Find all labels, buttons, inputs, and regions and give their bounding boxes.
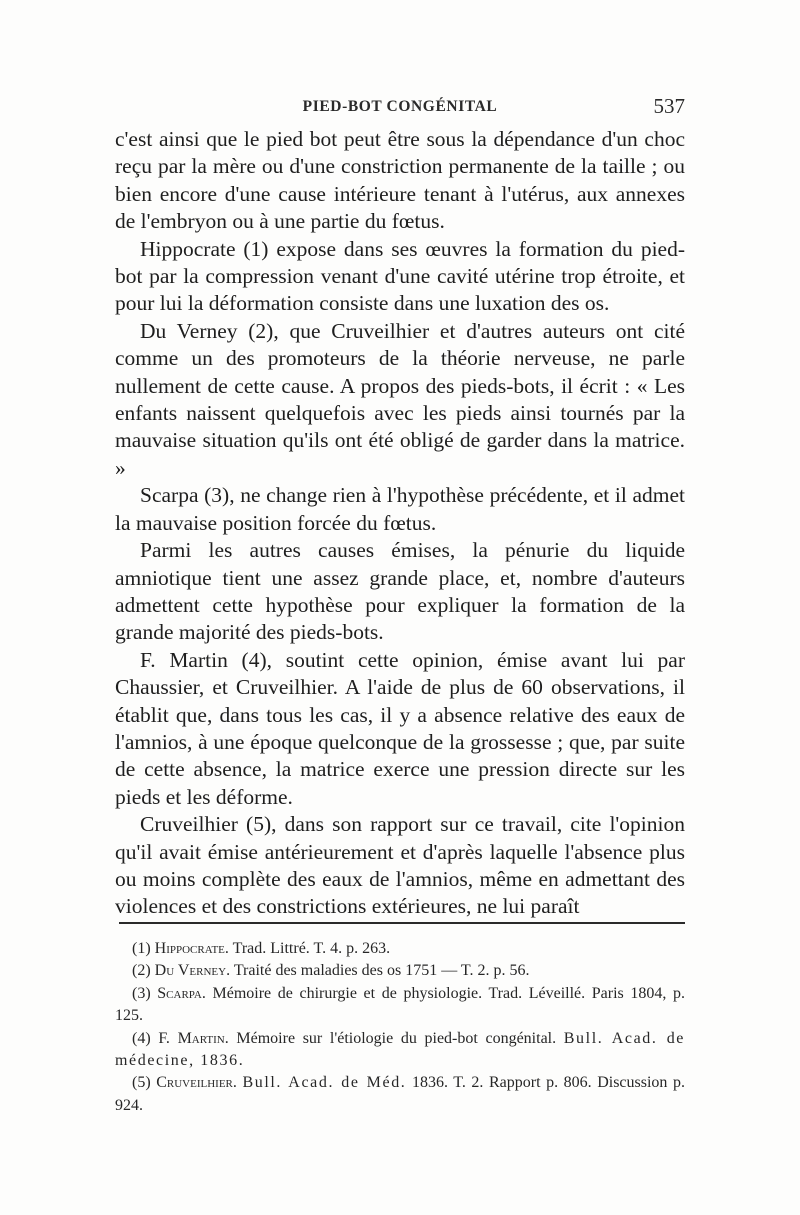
- footnote-journal: Bull. Acad. de Méd.: [242, 1074, 407, 1092]
- paragraph-1: c'est ainsi que le pied bot peut être sous la dépendance d'un choc reçu par la mère ou d'une constriction permanente de la taille ; ou bien encore d'une cause intérieure tenant à l'utérus, aux annexes de l'embryon ou à une partie du fœtus.: [115, 127, 685, 234]
- footnote-3: [115, 983, 685, 1028]
- paragraph-7: Cruveilhier (5), dans son rapport sur ce travail, cite l'opinion qu'il avait émise antérieurement et d'après laquelle l'absence plus ou moins complète des eaux de l'amnios, même en admettant des violences et des constrictions extérieures, ne lui paraît: [115, 812, 685, 919]
- footnote-text: Mémoire de chirurgie et de physiologie. Trad. Léveillé. Paris 1804, p. 125.: [115, 984, 685, 1025]
- paragraph-4: Scarpa (3), ne change rien à l'hypothèse précédente, et il admet la mauvaise position forcée du fœtus.: [115, 483, 685, 535]
- footnote-author: Du Verney.: [154, 962, 231, 980]
- paragraph-3: Du Verney (2), que Cruveilhier et d'autres auteurs ont cité comme un des promoteurs de la théorie nerveuse, ne parle nullement de cette cause. A propos des pieds-bots, il écrit : « Les enfants naissent quelquefois avec les pieds ainsi tournés par la mauvaise situation qu'ils ont été obligé de garder dans la matrice. »: [115, 318, 685, 480]
- paragraph-6: F. Martin (4), soutint cette opinion, émise avant lui par Chaussier, et Cruveilhier. A l'aide de plus de 60 observations, il établit que, dans tous les cas, il y a absence relative des eaux de l'amnios, à une époque quelconque de la grossesse ; que, par suite de cette absence, la matrice exerce une pression directe sur les pieds et les déforme.: [115, 647, 685, 809]
- footnote-4: [115, 1028, 685, 1073]
- footnote-text: Trad. Littré. T. 4. p. 263.: [232, 940, 391, 957]
- footnote-author: Hippocrate.: [154, 940, 229, 957]
- paragraph-2: Hippocrate (1) expose dans ses œuvres la formation du pied-bot par la compression venant d'une cavité utérine trop étroite, et pour lui la déformation consiste dans une luxation des os.: [115, 236, 685, 316]
- footnote-number: (5): [132, 1074, 151, 1092]
- footnote-author: Cruveilhier.: [156, 1074, 237, 1092]
- footnote-2: [115, 960, 685, 982]
- footnotes: [115, 938, 685, 1117]
- footnote-5: [115, 1072, 685, 1117]
- footnote-text: Mémoire sur l'étiologie du pied-bot congénital.: [236, 1029, 557, 1047]
- footnote-journal: Bull. Acad. de médecine, 1836.: [115, 1029, 686, 1070]
- footnote-author: F. Martin.: [158, 1029, 229, 1047]
- paragraph-5: Parmi les autres causes émises, la pénurie du liquide amniotique tient une assez grande place, et, nombre d'auteurs admettent cette hypothèse pour expliquer la formation de la grande majorité des pieds-bots.: [115, 538, 685, 645]
- footnote-number: (4): [132, 1029, 151, 1047]
- footnote-author: Scarpa.: [157, 984, 206, 1002]
- footnote-text: 1836. T. 2. Rapport p. 806. Discussion p. 924.: [115, 1074, 685, 1114]
- page-number: 537: [653, 94, 685, 118]
- footnote-text: Traité des maladies des os 1751 — T. 2. p. 56.: [233, 962, 530, 980]
- footnote-number: (3): [132, 984, 151, 1002]
- page-header: [115, 92, 685, 122]
- footnote-separator: [119, 922, 685, 924]
- running-title: PIED-BOT CONGÉNITAL: [302, 98, 498, 115]
- footnote-1: [115, 938, 685, 960]
- footnote-number: (2): [132, 962, 151, 980]
- body-text: [115, 126, 685, 921]
- footnote-number: (1): [132, 940, 151, 957]
